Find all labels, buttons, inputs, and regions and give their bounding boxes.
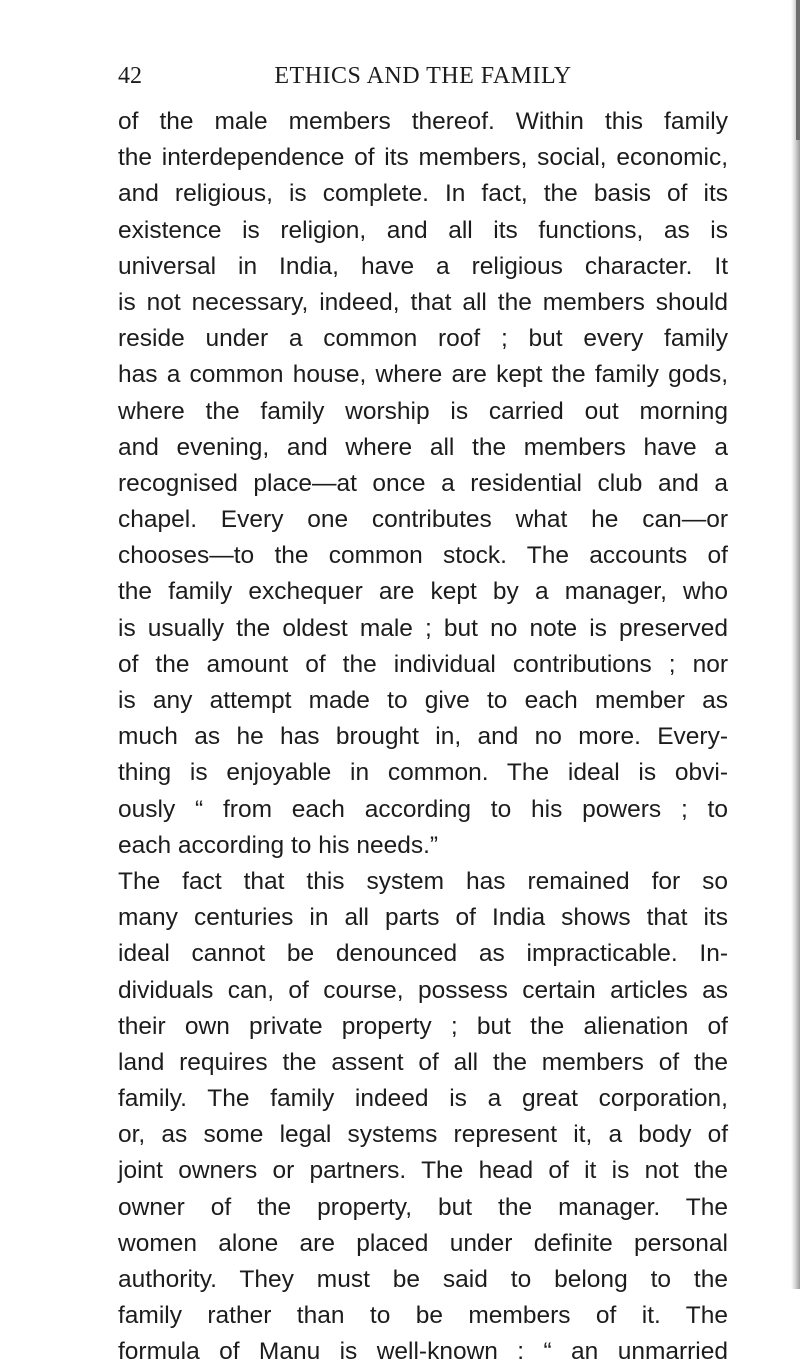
text-line: is any attempt made to give to each member as: [118, 687, 728, 714]
text-line: authority. They must be said to belong to the: [118, 1266, 728, 1293]
text-line: owner of the property, but the manager. The: [118, 1193, 728, 1221]
text-line: formula of Manu is well-known : “ an unmarried: [118, 1338, 728, 1366]
text-line: chapel. Every one contributes what he can—or: [118, 506, 728, 534]
text-line: recognised place—at once a residential club and a: [118, 469, 728, 497]
text-line: many centuries in all parts of India shows that its: [118, 904, 728, 932]
text-line: existence is religion, and all its functions, as is: [118, 216, 728, 244]
page-number: 42: [118, 63, 142, 89]
text-line: is not necessary, indeed, that all the members should: [118, 288, 728, 316]
text-line: women alone are placed under definite personal: [118, 1229, 728, 1257]
text-line: land requires the assent of all the members of the: [118, 1048, 728, 1076]
text-line: chooses—to the common stock. The accounts of: [118, 542, 728, 570]
text-line: and evening, and where all the members have a: [118, 433, 728, 461]
page-header: [118, 56, 728, 96]
text-line: joint owners or partners. The head of it is not the: [118, 1157, 728, 1185]
text-line: has a common house, where are kept the family gods,: [118, 361, 728, 389]
text-line: thing is enjoyable in common. The ideal is obvi-: [118, 759, 728, 787]
running-title: ETHICS AND THE FAMILY: [274, 63, 572, 89]
text-line: and religious, is complete. In fact, the basis of its: [118, 180, 728, 208]
body-text: [118, 104, 728, 1371]
text-line: where the family worship is carried out morning: [118, 397, 728, 425]
page-edge-shadow: [791, 0, 800, 1289]
paragraph-end-line: each according to his needs.”: [118, 831, 439, 859]
text-line: of the male members thereof. Within this family: [118, 108, 728, 135]
text-line: or, as some legal systems represent it, a body of: [118, 1121, 728, 1149]
text-line: the interdependence of its members, social, economic,: [118, 144, 728, 172]
text-line: ously “ from each according to his powers ; to: [118, 795, 728, 823]
page-edge-mark: [796, 0, 800, 140]
text-line: is usually the oldest male ; but no note is preserved: [118, 614, 728, 642]
text-line: universal in India, have a religious character. It: [118, 252, 728, 280]
text-line: dividuals can, of course, possess certain articles as: [118, 976, 728, 1004]
text-line: ideal cannot be denounced as impracticable. In-: [118, 940, 728, 968]
text-line: much as he has brought in, and no more. Every-: [118, 723, 728, 751]
text-line: reside under a common roof ; but every family: [118, 325, 728, 353]
text-line: family rather than to be members of it. The: [118, 1302, 728, 1330]
text-line: the family exchequer are kept by a manager, who: [118, 578, 728, 606]
text-line: family. The family indeed is a great corporation,: [118, 1085, 728, 1113]
text-line: of the amount of the individual contributions ; nor: [118, 650, 728, 678]
text-line: their own private property ; but the alienation of: [118, 1012, 728, 1040]
paragraph-start-line: The fact that this system has remained for so: [118, 867, 728, 895]
